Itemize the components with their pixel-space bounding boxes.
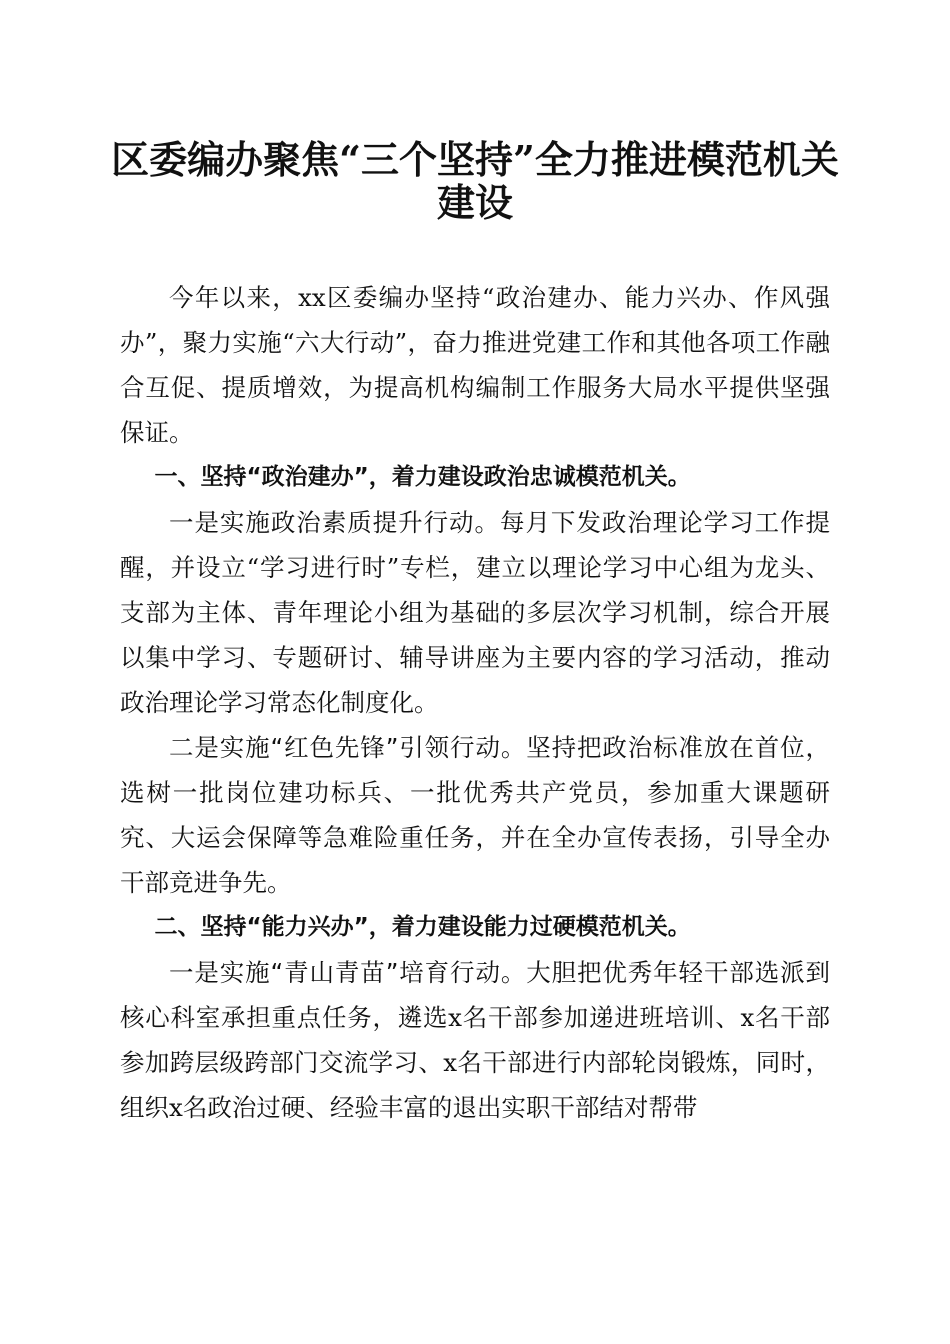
section-2-item-1 (120, 950, 830, 1130)
document-title-line-2: 建设 (436, 180, 513, 225)
section-2-item-1-lead: 一是实施“青山青苗”培育行动。 (169, 958, 527, 987)
section-1-heading: 一、坚持“政治建办”，着力建设政治忠诚模范机关。 (154, 464, 691, 490)
section-1-item-2-lead: 二是实施“红色先锋”引领行动。 (169, 733, 527, 762)
section-1-item-1-lead: 一是实施政治素质提升行动。 (169, 508, 500, 537)
section-1-item-2-text: 坚持把政治标准放在首位，选树一批岗位建功标兵、一批优秀共产党员，参加重大课题研究、大运会保障等急难险重任务，并在全办宣传表扬，引导全办干部竞进争先。 (120, 733, 830, 897)
document-title-line-1: 区委编办聚焦“三个坚持”全力推进模范机关 (111, 137, 839, 182)
document-body (120, 275, 830, 1130)
section-1-item-1 (120, 500, 830, 725)
section-1-item-2 (120, 725, 830, 905)
section-2-heading: 二、坚持“能力兴办”，着力建设能力过硬模范机关。 (154, 914, 691, 940)
section-1-item-1-text: 每月下发政治理论学习工作提醒，并设立“学习进行时”专栏，建立以理论学习中心组为龙头、支部为主体、青年理论小组为基础的多层次学习机制，综合开展以集中学习、专题研讨、辅导讲座为主要内容的学习活动，推动政治理论学习常态化制度化。 (120, 508, 831, 717)
section-2-item-1-text: 大胆把优秀年轻干部选派到核心科室承担重点任务，遴选x名干部参加递进班培训、x名干部参加跨层级跨部门交流学习、x名干部进行内部轮岗锻炼，同时，组织x名政治过硬、经验丰富的退出实职干部结对帮带 (120, 958, 830, 1122)
intro-paragraph: 今年以来，xx区委编办坚持“政治建办、能力兴办、作风强办”，聚力实施“六大行动”，奋力推进党建工作和其他各项工作融合互促、提质增效，为提高机构编制工作服务大局水平提供坚强保证。 (120, 283, 830, 447)
